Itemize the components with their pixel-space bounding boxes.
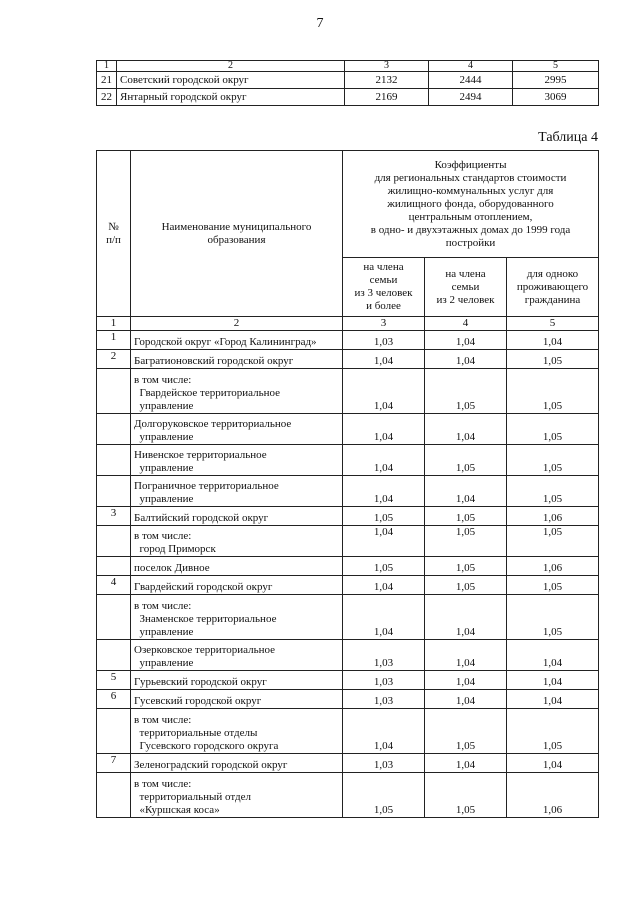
value-col4: 2444: [429, 72, 513, 89]
value-col4: 1,05: [425, 507, 507, 526]
row-number: 2: [97, 350, 131, 369]
table-row: [97, 72, 599, 89]
value-col4: 1,05: [425, 576, 507, 595]
municipality-name: в том числе: Знаменское территориальное управление: [131, 595, 343, 640]
municipality-name: Янтарный городской округ: [117, 89, 345, 106]
row-number: [97, 557, 131, 576]
value-col3: 1,03: [343, 331, 425, 350]
municipality-name: Советский городской округ: [117, 72, 345, 89]
municipality-name: Балтийский городской округ: [131, 507, 343, 526]
value-col3: 1,03: [343, 690, 425, 709]
value-col5: 1,05: [507, 476, 599, 507]
value-col5: 1,04: [507, 690, 599, 709]
table-row: [97, 671, 599, 690]
header-row: [97, 151, 599, 258]
table-row: [97, 445, 599, 476]
municipality-name: Зеленоградский городской округ: [131, 754, 343, 773]
col-number: 4: [425, 317, 507, 331]
value-col5: 1,04: [507, 640, 599, 671]
value-col3: 1,04: [343, 576, 425, 595]
table-row: [97, 507, 599, 526]
table-row: [97, 369, 599, 414]
row-number: 22: [97, 89, 117, 106]
col-number: 1: [97, 317, 131, 331]
value-col4: 1,04: [425, 640, 507, 671]
col-number: 1: [97, 61, 117, 72]
table-row: [97, 89, 599, 106]
value-col3: 1,03: [343, 640, 425, 671]
municipality-name: поселок Дивное: [131, 557, 343, 576]
value-col4: 1,04: [425, 331, 507, 350]
value-col4: 1,05: [425, 773, 507, 818]
municipality-name: в том числе: территориальный отдел «Куршская коса»: [131, 773, 343, 818]
table-row: [97, 350, 599, 369]
value-col5: 2995: [513, 72, 599, 89]
value-col5: 1,06: [507, 507, 599, 526]
value-col3: 1,04: [343, 445, 425, 476]
value-col3: 1,05: [343, 557, 425, 576]
value-col4: 1,04: [425, 414, 507, 445]
municipality-name: Гурьевский городской округ: [131, 671, 343, 690]
row-number: [97, 414, 131, 445]
header-num: № п/п: [97, 151, 131, 317]
top-col-numbers: [97, 61, 599, 72]
table-row: [97, 640, 599, 671]
main-col-numbers: [97, 317, 599, 331]
value-col5: 1,05: [507, 576, 599, 595]
header-name: Наименование муниципального образования: [131, 151, 343, 317]
header-col4: на члена семьи из 2 человек: [425, 258, 507, 317]
value-col5: 1,05: [507, 414, 599, 445]
value-col4: 2494: [429, 89, 513, 106]
header-col5: для одноко проживающего гражданина: [507, 258, 599, 317]
value-col3: 2169: [345, 89, 429, 106]
row-number: 3: [97, 507, 131, 526]
top-table: [96, 60, 599, 106]
value-col5: 1,05: [507, 369, 599, 414]
value-col5: 1,04: [507, 754, 599, 773]
table-row: [97, 709, 599, 754]
main-table: [96, 150, 599, 818]
table-row: [97, 754, 599, 773]
value-col3: 1,04: [343, 595, 425, 640]
row-number: 6: [97, 690, 131, 709]
value-col5: 1,05: [507, 350, 599, 369]
table-row: [97, 773, 599, 818]
table-row: [97, 557, 599, 576]
row-number: 4: [97, 576, 131, 595]
col-number: 5: [507, 317, 599, 331]
row-number: 1: [97, 331, 131, 350]
row-number: 21: [97, 72, 117, 89]
col-number: 4: [429, 61, 513, 72]
value-col3: 1,04: [343, 709, 425, 754]
value-col5: 1,05: [507, 595, 599, 640]
value-col3: 2132: [345, 72, 429, 89]
header-col3: на члена семьи из 3 человек и более: [343, 258, 425, 317]
value-col4: 1,04: [425, 476, 507, 507]
municipality-name: Пограничное территориальное управление: [131, 476, 343, 507]
row-number: [97, 640, 131, 671]
municipality-name: Городской округ «Город Калининград»: [131, 331, 343, 350]
row-number: [97, 369, 131, 414]
value-col3: 1,03: [343, 671, 425, 690]
header-coefficients: Коэффициенты для региональных стандартов стоимости жилищно-коммунальных услуг для жилищного фонда, оборудованного центральным отоплением, в одно- и двухэтажных домах до 1999 года постройки: [343, 151, 599, 258]
municipality-name: в том числе: Гвардейское территориальное управление: [131, 369, 343, 414]
row-number: [97, 773, 131, 818]
value-col4: 1,04: [425, 350, 507, 369]
value-col3: 1,04: [343, 369, 425, 414]
municipality-name: Гусевский городской округ: [131, 690, 343, 709]
value-col5: 1,05: [507, 445, 599, 476]
row-number: 7: [97, 754, 131, 773]
table-row: [97, 476, 599, 507]
col-number: 3: [343, 317, 425, 331]
value-col3: 1,05: [343, 773, 425, 818]
municipality-name: Нивенское территориальное управление: [131, 445, 343, 476]
value-col4: 1,04: [425, 754, 507, 773]
value-col5: 1,06: [507, 557, 599, 576]
value-col3: 1,03: [343, 754, 425, 773]
col-number: 3: [345, 61, 429, 72]
row-number: [97, 445, 131, 476]
value-col3: 1,04: [343, 526, 425, 557]
municipality-name: в том числе: город Приморск: [131, 526, 343, 557]
municipality-name: Долгоруковское территориальное управление: [131, 414, 343, 445]
col-number: 5: [513, 61, 599, 72]
value-col4: 1,04: [425, 690, 507, 709]
municipality-name: Озерковское территориальное управление: [131, 640, 343, 671]
value-col5: 3069: [513, 89, 599, 106]
value-col4: 1,05: [425, 709, 507, 754]
municipality-name: в том числе: территориальные отделы Гусевского городского округа: [131, 709, 343, 754]
value-col4: 1,04: [425, 595, 507, 640]
value-col4: 1,05: [425, 369, 507, 414]
row-number: [97, 476, 131, 507]
value-col3: 1,04: [343, 350, 425, 369]
municipality-name: Гвардейский городской округ: [131, 576, 343, 595]
row-number: [97, 709, 131, 754]
table-row: [97, 331, 599, 350]
table-row: [97, 690, 599, 709]
value-col4: 1,05: [425, 445, 507, 476]
value-col4: 1,05: [425, 557, 507, 576]
page-number: 7: [316, 16, 324, 31]
value-col4: 1,05: [425, 526, 507, 557]
value-col5: 1,04: [507, 671, 599, 690]
value-col4: 1,04: [425, 671, 507, 690]
value-col5: 1,05: [507, 709, 599, 754]
row-number: [97, 595, 131, 640]
table-row: [97, 576, 599, 595]
table-row: [97, 526, 599, 557]
value-col3: 1,04: [343, 476, 425, 507]
value-col3: 1,05: [343, 507, 425, 526]
col-number: 2: [131, 317, 343, 331]
row-number: [97, 526, 131, 557]
col-number: 2: [117, 61, 345, 72]
row-number: 5: [97, 671, 131, 690]
value-col3: 1,04: [343, 414, 425, 445]
value-col5: 1,04: [507, 331, 599, 350]
value-col5: 1,06: [507, 773, 599, 818]
table-caption: Таблица 4: [538, 130, 598, 145]
value-col5: 1,05: [507, 526, 599, 557]
table-row: [97, 595, 599, 640]
table-row: [97, 414, 599, 445]
municipality-name: Багратионовский городской округ: [131, 350, 343, 369]
